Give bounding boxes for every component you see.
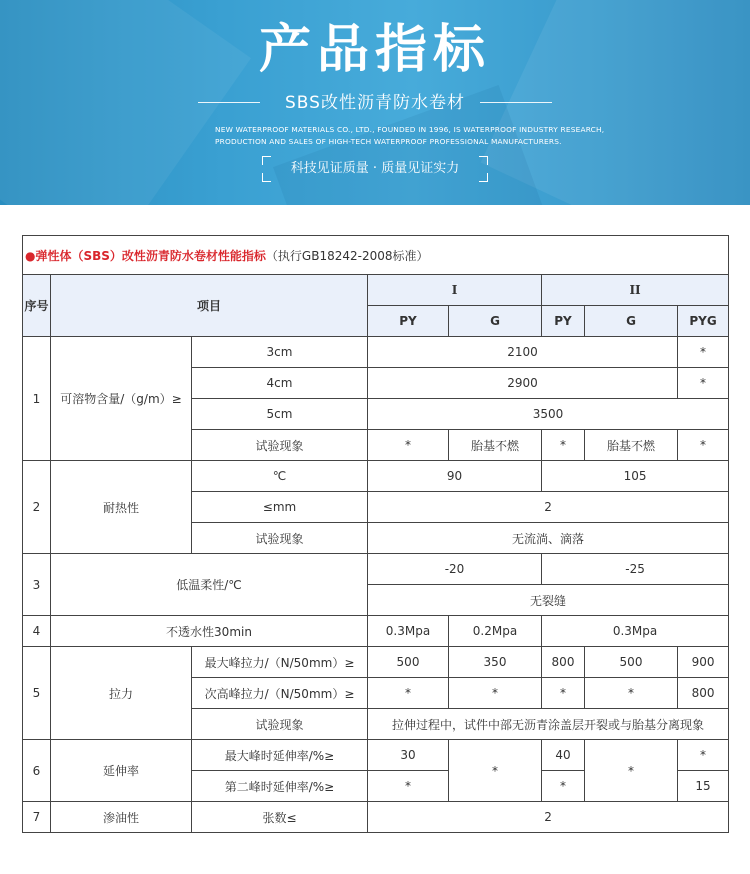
row-item-name: 渗油性 xyxy=(51,802,192,833)
header-group-1: I xyxy=(368,275,542,306)
value-cell: * xyxy=(368,678,449,709)
table-row xyxy=(23,337,729,368)
header-sub-py: PY xyxy=(542,306,585,337)
value-cell: * xyxy=(585,678,678,709)
header-seq: 序号 xyxy=(23,275,51,337)
row-seq: 1 xyxy=(23,337,51,461)
value-cell: 胎基不燃 xyxy=(585,430,678,461)
value-cell: 胎基不燃 xyxy=(449,430,542,461)
row-item-name: 拉力 xyxy=(51,647,192,740)
slogan-box xyxy=(262,156,488,182)
row-item-name: 耐热性 xyxy=(51,461,192,554)
sub-item: ℃ xyxy=(192,461,368,492)
value-cell: 800 xyxy=(542,647,585,678)
value-cell: 500 xyxy=(585,647,678,678)
value-cell: 500 xyxy=(368,647,449,678)
sub-item: 张数≤ xyxy=(192,802,368,833)
row-seq: 4 xyxy=(23,616,51,647)
sub-item: 试验现象 xyxy=(192,523,368,554)
sub-item: 5cm xyxy=(192,399,368,430)
table-row xyxy=(23,647,729,678)
value-cell: -20 xyxy=(368,554,542,585)
row-seq: 7 xyxy=(23,802,51,833)
row-seq: 3 xyxy=(23,554,51,616)
value-cell: * xyxy=(678,368,729,399)
value-cell: * xyxy=(542,678,585,709)
value-cell: 2900 xyxy=(368,368,678,399)
row-item-name: 低温柔性/℃ xyxy=(51,554,368,616)
value-cell: * xyxy=(368,430,449,461)
sub-item: ≤mm xyxy=(192,492,368,523)
value-cell: 15 xyxy=(678,771,729,802)
value-cell: 0.3Mpa xyxy=(542,616,729,647)
header-sub-g: G xyxy=(449,306,542,337)
table-row xyxy=(23,740,729,771)
header-item: 项目 xyxy=(51,275,368,337)
row-item-name: 延伸率 xyxy=(51,740,192,802)
row-item-name: 可溶物含量/（g/m）≥ xyxy=(51,337,192,461)
table-row xyxy=(23,461,729,492)
caption-standard: （执行GB18242-2008标准） xyxy=(265,248,429,263)
spec-table-wrapper xyxy=(22,235,728,833)
spec-table xyxy=(22,235,729,833)
value-cell: 无流淌、滴落 xyxy=(368,523,729,554)
value-cell: * xyxy=(449,678,542,709)
slogan-text: 科技见证质量 · 质量见证实力 xyxy=(290,161,460,176)
sub-item: 3cm xyxy=(192,337,368,368)
sub-item: 最大峰时延伸率/%≥ xyxy=(192,740,368,771)
value-cell: 无裂缝 xyxy=(368,585,729,616)
value-cell: * xyxy=(678,740,729,771)
value-cell: * xyxy=(542,430,585,461)
english-description xyxy=(215,124,635,148)
sub-item: 最大峰拉力/（N/50mm）≥ xyxy=(192,647,368,678)
value-cell: 2100 xyxy=(368,337,678,368)
value-cell: 0.2Mpa xyxy=(449,616,542,647)
value-cell: 40 xyxy=(542,740,585,771)
header-sub-pyg: PYG xyxy=(678,306,729,337)
value-cell: * xyxy=(542,771,585,802)
value-cell: -25 xyxy=(542,554,729,585)
value-cell: * xyxy=(678,430,729,461)
row-seq: 5 xyxy=(23,647,51,740)
header-banner xyxy=(0,0,750,205)
table-caption xyxy=(23,236,729,275)
english-line-2: PRODUCTION AND SALES OF HIGH-TECH WATERPROOF PROFESSIONAL MANUFACTURERS. xyxy=(215,137,562,146)
row-item-name: 不透水性30min xyxy=(51,616,368,647)
value-cell: 2 xyxy=(368,492,729,523)
value-cell: 105 xyxy=(542,461,729,492)
value-cell: 0.3Mpa xyxy=(368,616,449,647)
value-cell: 800 xyxy=(678,678,729,709)
english-line-1: NEW WATERPROOF MATERIALS CO., LTD., FOUNDED IN 1996, IS WATERPROOF INDUSTRY RESEARCH, xyxy=(215,125,605,134)
table-row xyxy=(23,616,729,647)
table-row xyxy=(23,554,729,585)
sub-item: 4cm xyxy=(192,368,368,399)
value-cell: * xyxy=(449,740,542,802)
value-cell: * xyxy=(368,771,449,802)
header-sub-g: G xyxy=(585,306,678,337)
page-title: 产品指标 xyxy=(258,20,491,80)
table-row xyxy=(23,802,729,833)
value-cell: 350 xyxy=(449,647,542,678)
caption-red: ●弹性体（SBS）改性沥青防水卷材性能指标 xyxy=(25,248,266,263)
value-cell: 拉伸过程中，试件中部无沥青涂盖层开裂或与胎基分离现象 xyxy=(368,709,729,740)
value-cell: * xyxy=(585,740,678,802)
sub-item: 次高峰拉力/（N/50mm）≥ xyxy=(192,678,368,709)
value-cell: * xyxy=(678,337,729,368)
header-group-2: II xyxy=(542,275,729,306)
value-cell: 90 xyxy=(368,461,542,492)
value-cell: 3500 xyxy=(368,399,729,430)
sub-item: 试验现象 xyxy=(192,430,368,461)
row-seq: 6 xyxy=(23,740,51,802)
sub-item: 试验现象 xyxy=(192,709,368,740)
product-subtitle: SBS改性沥青防水卷材 xyxy=(285,93,465,113)
row-seq: 2 xyxy=(23,461,51,554)
value-cell: 900 xyxy=(678,647,729,678)
value-cell: 30 xyxy=(368,740,449,771)
header-sub-py: PY xyxy=(368,306,449,337)
value-cell: 2 xyxy=(368,802,729,833)
sub-item: 第二峰时延伸率/%≥ xyxy=(192,771,368,802)
